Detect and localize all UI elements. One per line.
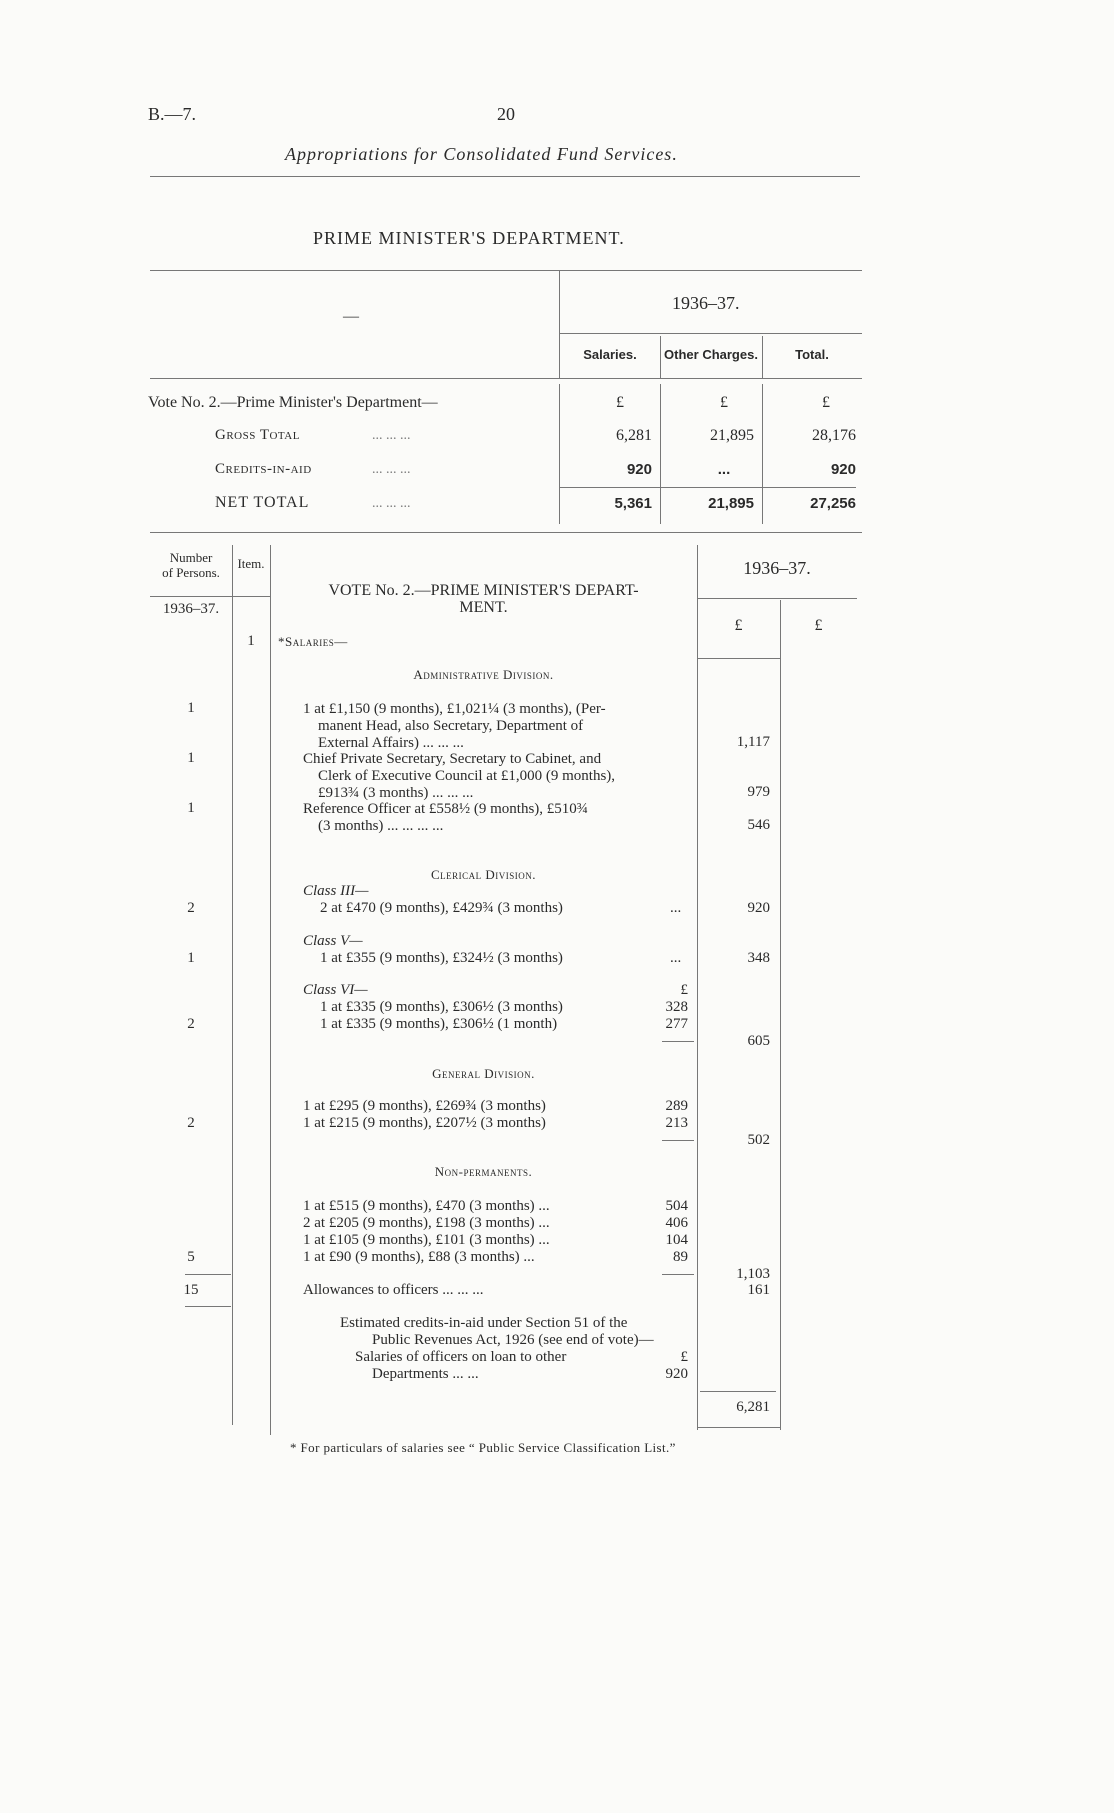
page-subtitle: Appropriations for Consolidated Fund Services. bbox=[285, 144, 678, 164]
gross-total-other: 21,895 bbox=[710, 427, 754, 444]
class-6-amount-2: 277 bbox=[665, 1016, 688, 1032]
class-3-amount: 920 bbox=[747, 900, 770, 916]
grand-total-bottom-rule bbox=[697, 1427, 780, 1428]
clerical-division-heading: Clerical Division. bbox=[430, 867, 537, 882]
persons-total-rule-bottom bbox=[185, 1306, 231, 1307]
class-3-persons: 2 bbox=[187, 900, 195, 916]
other-currency: £ bbox=[720, 394, 728, 411]
document-reference: B.—7. bbox=[148, 104, 197, 124]
gross-total-dots: ... ... ... bbox=[372, 428, 411, 443]
admin-entry-1-line-1: 1 at £1,150 (9 months), £1,021¼ (3 months), (Per- bbox=[303, 701, 606, 717]
class-6-persons: 2 bbox=[187, 1016, 195, 1032]
class-6-currency: £ bbox=[680, 982, 688, 998]
col-other-charges-header: Other Charges. bbox=[664, 347, 758, 362]
net-total-salaries: 5,361 bbox=[614, 495, 652, 512]
salaries-heading: *Salaries— bbox=[278, 634, 348, 649]
nonperm-amount-4: 89 bbox=[673, 1249, 688, 1265]
admin-entry-3-line-1: Reference Officer at £558½ (9 months), £510¾ bbox=[303, 801, 589, 817]
class-5-label: Class V— bbox=[303, 933, 363, 949]
credits-currency: £ bbox=[680, 1349, 688, 1365]
nonperm-amount-1: 504 bbox=[665, 1198, 688, 1214]
department-title: PRIME MINISTER'S DEPARTMENT. bbox=[313, 228, 625, 248]
credits-in-aid-salaries: 920 bbox=[626, 461, 652, 478]
admin-persons-1: 1 bbox=[187, 700, 195, 716]
admin-persons-3: 1 bbox=[187, 800, 195, 816]
nonperm-persons: 5 bbox=[187, 1249, 195, 1265]
class-6-line-1: 1 at £335 (9 months), £306½ (3 months) bbox=[320, 999, 563, 1015]
admin-entry-3-line-2: (3 months) ... ... ... ... bbox=[318, 818, 444, 834]
persons-total-rule-top bbox=[185, 1274, 231, 1275]
net-total-rule bbox=[560, 487, 856, 488]
admin-entry-2-line-2: Clerk of Executive Council at £1,000 (9 months), bbox=[318, 768, 616, 784]
admin-entry-1-line-2: manent Head, also Secretary, Department of bbox=[318, 718, 584, 734]
detail-col-divider-item bbox=[232, 545, 233, 1425]
detail-currency-1: £ bbox=[734, 617, 743, 634]
credits-line-3: Salaries of officers on loan to other bbox=[355, 1349, 567, 1365]
item-number: 1 bbox=[247, 633, 255, 649]
class-6-amount-1: 328 bbox=[665, 999, 688, 1015]
admin-entry-2-line-1: Chief Private Secretary, Secretary to Cabinet, and bbox=[303, 751, 602, 767]
nonperm-line-3: 1 at £105 (9 months), £101 (3 months) ... bbox=[303, 1232, 550, 1248]
credits-amount: 920 bbox=[665, 1366, 688, 1382]
general-amount-1: 289 bbox=[665, 1098, 688, 1114]
hdr-year-right: 1936–37. bbox=[743, 558, 811, 578]
general-persons: 2 bbox=[187, 1115, 195, 1131]
class-3-line: 2 at £470 (9 months), £429¾ (3 months) bbox=[320, 900, 563, 916]
class-3-dots: ... bbox=[670, 900, 682, 916]
grand-total-rule bbox=[700, 1391, 776, 1392]
credits-in-aid-other: ... bbox=[717, 461, 731, 478]
admin-persons-2: 1 bbox=[187, 750, 195, 766]
detail-right-header-rule bbox=[697, 598, 857, 599]
general-division-heading: General Division. bbox=[432, 1066, 535, 1081]
hdr-persons: of Persons. bbox=[162, 565, 220, 580]
nonperm-amount-2: 406 bbox=[665, 1215, 688, 1231]
nonperm-sum-rule bbox=[662, 1274, 694, 1275]
admin-division-heading: Administrative Division. bbox=[413, 667, 554, 682]
class-6-line-2: 1 at £335 (9 months), £306½ (1 month) bbox=[320, 1016, 558, 1032]
net-total-total: 27,256 bbox=[810, 495, 856, 512]
hdr-number: Number bbox=[169, 550, 213, 565]
nonperm-line-2: 2 at £205 (9 months), £198 (3 months) ... bbox=[303, 1215, 550, 1231]
class-5-dots: ... bbox=[670, 950, 682, 966]
class-6-sum-rule bbox=[662, 1041, 694, 1042]
general-line-1: 1 at £295 (9 months), £269¾ (3 months) bbox=[303, 1098, 546, 1114]
credits-line-4: Departments ... ... bbox=[372, 1366, 479, 1382]
credits-line-1: Estimated credits-in-aid under Section 51 of the bbox=[340, 1315, 628, 1331]
gross-total-total: 28,176 bbox=[812, 427, 856, 444]
detail-currency-2: £ bbox=[814, 617, 823, 634]
summary-year: 1936–37. bbox=[672, 293, 740, 313]
net-total-label: NET TOTAL bbox=[215, 494, 310, 511]
nonperm-line-1: 1 at £515 (9 months), £470 (3 months) ... bbox=[303, 1198, 550, 1214]
admin-entry-1-line-3: External Affairs) ... ... ... bbox=[318, 735, 464, 751]
summary-header-rule bbox=[150, 378, 862, 379]
credits-in-aid-total: 920 bbox=[830, 461, 856, 478]
nonperm-amount: 1,103 bbox=[736, 1266, 770, 1282]
vote-title-line-2: MENT. bbox=[459, 599, 508, 616]
admin-amount-2: 979 bbox=[747, 784, 770, 800]
net-total-other: 21,895 bbox=[708, 495, 754, 512]
class-6-label: Class VI— bbox=[303, 982, 368, 998]
credits-line-2: Public Revenues Act, 1926 (see end of vote)— bbox=[372, 1332, 654, 1348]
class-5-line: 1 at £355 (9 months), £324½ (3 months) bbox=[320, 950, 563, 966]
col-salaries-header: Salaries. bbox=[583, 347, 637, 362]
general-line-2: 1 at £215 (9 months), £207½ (3 months) bbox=[303, 1115, 546, 1131]
allowances-line: Allowances to officers ... ... ... bbox=[303, 1282, 484, 1298]
detail-left-header-rule bbox=[150, 596, 270, 597]
general-amount-2: 213 bbox=[665, 1115, 688, 1131]
salaries-currency: £ bbox=[616, 394, 624, 411]
gross-total-label: Gross Total bbox=[215, 427, 300, 443]
class-5-persons: 1 bbox=[187, 950, 195, 966]
general-amount: 502 bbox=[747, 1132, 770, 1148]
class-3-label: Class III— bbox=[303, 883, 369, 899]
hdr-item: Item. bbox=[237, 556, 265, 571]
allowances-amount: 161 bbox=[747, 1282, 770, 1298]
page-number: 20 bbox=[497, 104, 515, 124]
summary-blank-heading: — bbox=[343, 308, 359, 325]
footnote: * For particulars of salaries see “ Public Service Classification List.” bbox=[290, 1440, 676, 1455]
admin-entry-2-line-3: £913¾ (3 months) ... ... ... bbox=[318, 785, 474, 801]
admin-amount-1: 1,117 bbox=[736, 734, 770, 750]
summary-top-rule bbox=[150, 270, 862, 271]
nonperm-line-4: 1 at £90 (9 months), £88 (3 months) ... bbox=[303, 1249, 535, 1265]
class-6-amount: 605 bbox=[747, 1033, 770, 1049]
general-sum-rule bbox=[662, 1140, 694, 1141]
class-5-amount: 348 bbox=[747, 950, 770, 966]
total-persons: 15 bbox=[183, 1282, 199, 1298]
nonperm-heading: Non-permanents. bbox=[434, 1164, 533, 1179]
hdr-year-left: 1936–37. bbox=[162, 601, 220, 617]
vote-title-line-1: VOTE No. 2.—PRIME MINISTER'S DEPART- bbox=[328, 582, 639, 599]
col-total-header: Total. bbox=[795, 347, 829, 362]
summary-bottom-rule bbox=[150, 532, 862, 533]
credits-in-aid-dots: ... ... ... bbox=[372, 462, 411, 477]
vote-label: Vote No. 2.—Prime Minister's Department— bbox=[148, 394, 438, 411]
detail-amount-rule bbox=[697, 658, 780, 659]
credits-in-aid-label: Credits-in-aid bbox=[215, 461, 312, 477]
gross-total-salaries: 6,281 bbox=[616, 427, 652, 444]
admin-amount-3: 546 bbox=[747, 817, 770, 833]
summary-year-rule bbox=[560, 333, 862, 334]
grand-total: 6,281 bbox=[736, 1399, 770, 1415]
net-total-dots: ... ... ... bbox=[372, 496, 411, 511]
header-rule bbox=[150, 176, 860, 177]
nonperm-amount-3: 104 bbox=[665, 1232, 688, 1248]
detail-col-divider-total bbox=[780, 600, 781, 1430]
total-currency: £ bbox=[822, 394, 830, 411]
